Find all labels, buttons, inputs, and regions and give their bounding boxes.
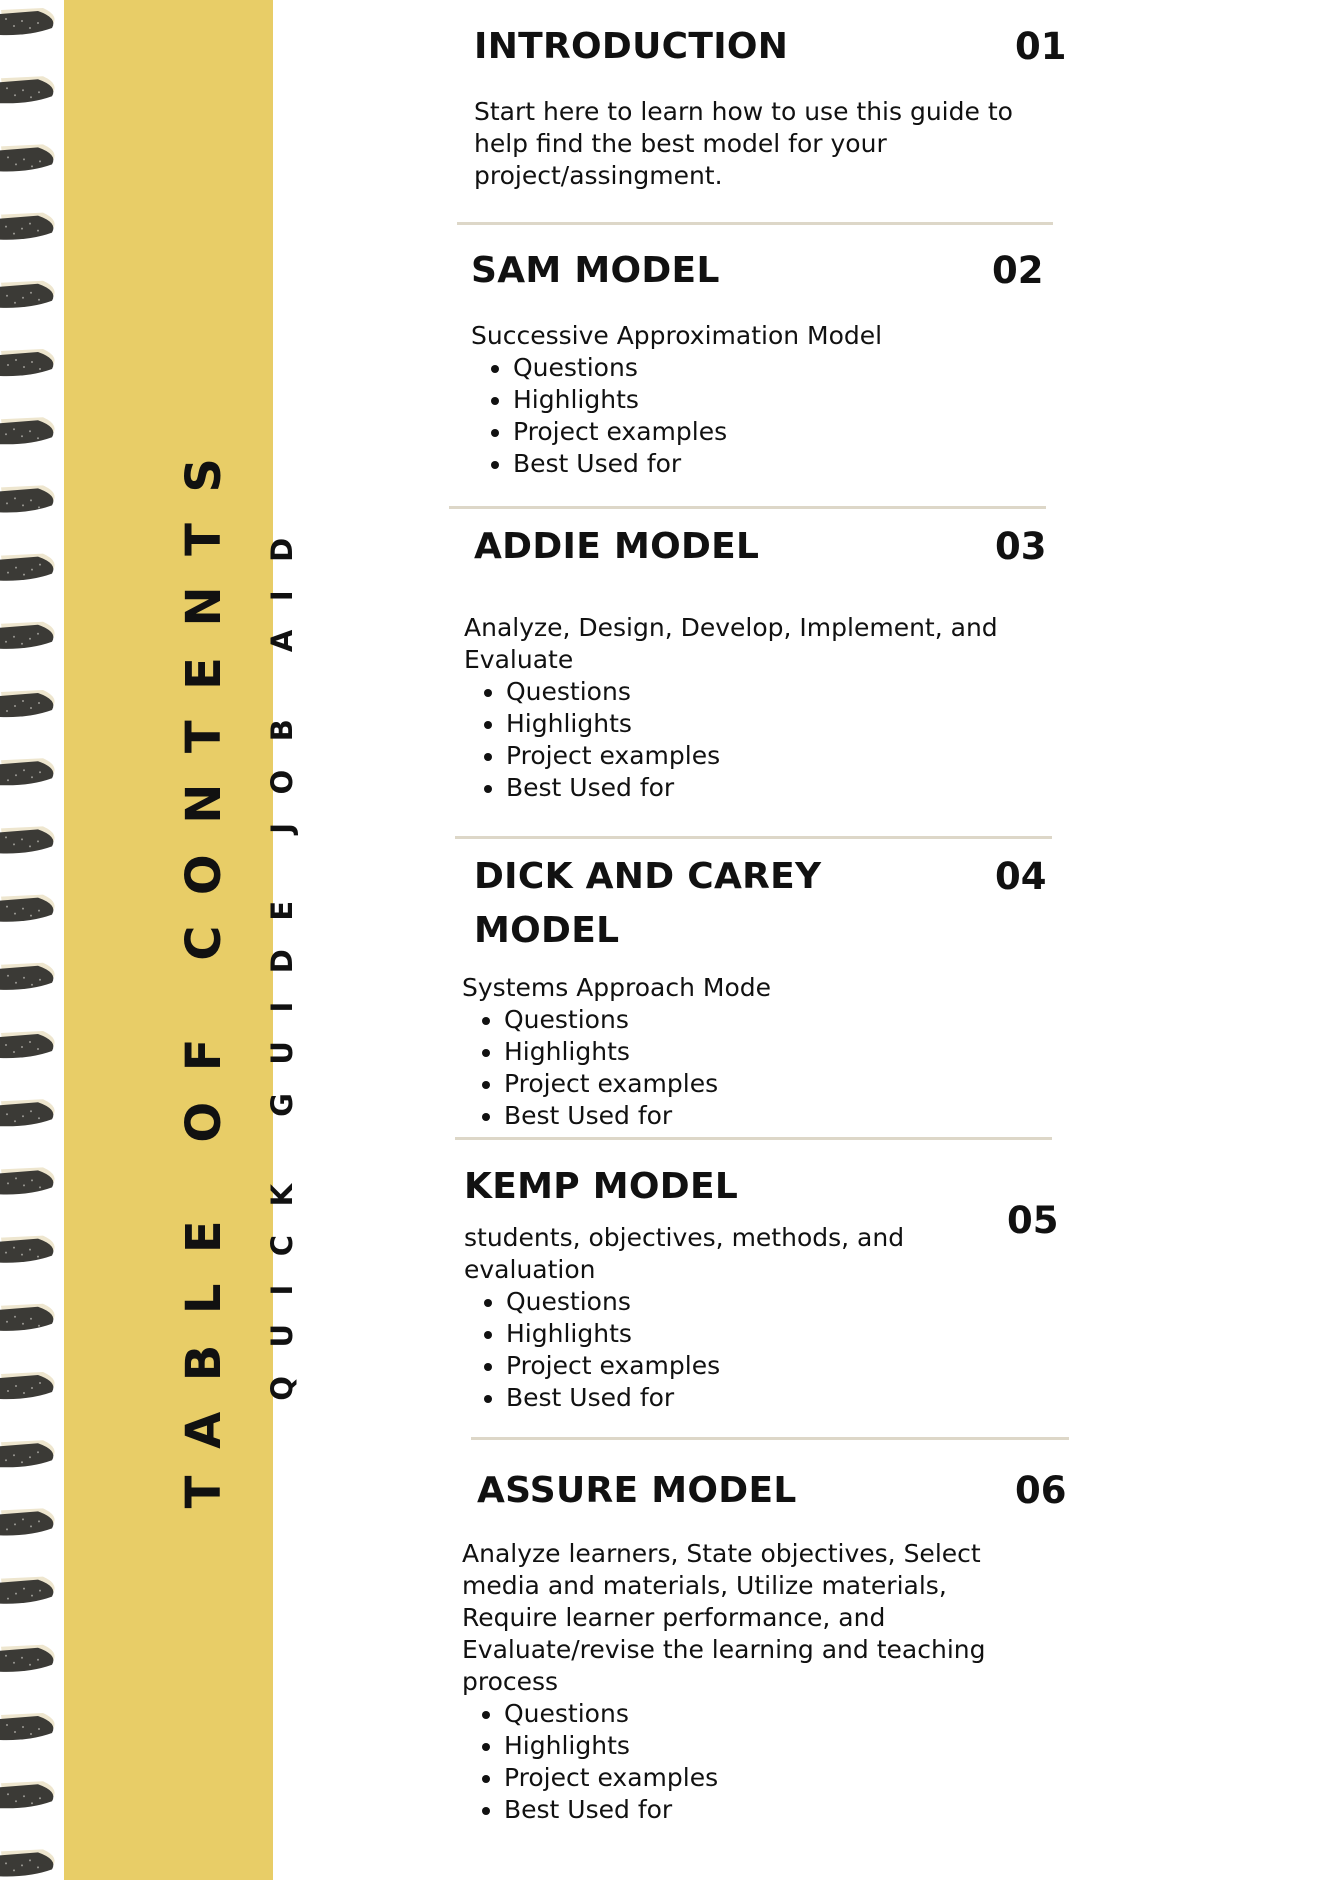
section-bullet-list: [464, 1286, 1024, 1414]
section-description: Start here to learn how to use this guide to help find the best model for your project/assingment.: [474, 97, 1013, 190]
divider: [455, 1137, 1052, 1140]
section-number: 05: [1007, 1199, 1059, 1242]
section-description: students, objectives, methods, and evaluation: [464, 1223, 905, 1284]
section-number: 04: [995, 855, 1047, 898]
section-bullet-list: [462, 1004, 1022, 1132]
list-item: • Questions: [506, 676, 1024, 708]
toc-subtitle: QUICK GUIDE JOB AID: [265, 509, 299, 1401]
spiral-loop: [0, 826, 55, 853]
list-item: • Questions: [504, 1698, 1037, 1730]
list-item: • Best Used for: [504, 1100, 1022, 1132]
spiral-loop: [0, 758, 55, 785]
list-item: • Highlights: [513, 384, 1031, 416]
list-item: • Project examples: [506, 1350, 1024, 1382]
spiral-loop: [0, 554, 55, 581]
list-item: • Highlights: [506, 708, 1024, 740]
list-item: • Questions: [513, 352, 1031, 384]
section-title: DICK AND CAREY MODEL: [474, 856, 822, 951]
section-description: Successive Approximation Model: [471, 321, 883, 350]
spiral-loop: [0, 1713, 55, 1740]
section-number: 03: [995, 525, 1047, 568]
spiral-loop: [0, 417, 55, 444]
spiral-loop: [0, 8, 55, 35]
divider: [471, 1437, 1069, 1440]
list-item: • Questions: [506, 1286, 1024, 1318]
section-description: Analyze learners, State objectives, Select media and materials, Utilize materials, Require learner performance, and Evaluate/revise the learning and teaching process: [462, 1539, 986, 1696]
section-number: 02: [992, 249, 1044, 292]
section-number: 01: [1015, 25, 1067, 68]
toc-title: TABLE OF CONTENTS: [176, 427, 232, 1509]
list-item: • Best Used for: [506, 772, 1024, 804]
spiral-loop: [0, 690, 55, 717]
spiral-loop: [0, 1781, 55, 1808]
spiral-loop: [0, 144, 55, 171]
spiral-loop: [0, 281, 55, 308]
section-title: ASSURE MODEL: [477, 1470, 797, 1511]
section-description: Analyze, Design, Develop, Implement, and Evaluate: [464, 613, 998, 674]
spiral-loop: [0, 1372, 55, 1399]
list-item: • Highlights: [506, 1318, 1024, 1350]
list-item: • Questions: [504, 1004, 1022, 1036]
spiral-loop: [0, 1304, 55, 1331]
section-description: Systems Approach Mode: [462, 973, 772, 1002]
spiral-loop: [0, 1236, 55, 1263]
spiral-loop: [0, 213, 55, 240]
section-title: SAM MODEL: [471, 250, 720, 291]
section-number: 06: [1015, 1469, 1067, 1512]
spiral-loop: [0, 1099, 55, 1126]
spiral-loop: [0, 1031, 55, 1058]
spiral-binding: [0, 0, 66, 1880]
list-item: • Project examples: [504, 1762, 1037, 1794]
divider: [449, 506, 1046, 509]
list-item: • Highlights: [504, 1036, 1022, 1068]
section-bullet-list: [471, 352, 1031, 480]
spiral-loop: [0, 1508, 55, 1535]
spiral-loop: [0, 1577, 55, 1604]
spiral-loop: [0, 963, 55, 990]
divider: [455, 836, 1052, 839]
list-item: • Project examples: [506, 740, 1024, 772]
spiral-loop: [0, 485, 55, 512]
section-bullet-list: [464, 676, 1024, 804]
spiral-loop: [0, 1645, 55, 1672]
section-title: INTRODUCTION: [474, 26, 789, 67]
divider: [457, 222, 1053, 225]
list-item: • Project examples: [513, 416, 1031, 448]
spiral-loop: [0, 1440, 55, 1467]
list-item: • Best Used for: [513, 448, 1031, 480]
spiral-loop: [0, 76, 55, 103]
list-item: • Best Used for: [504, 1794, 1037, 1826]
list-item: • Project examples: [504, 1068, 1022, 1100]
section-title: ADDIE MODEL: [474, 526, 760, 567]
section-title: KEMP MODEL: [464, 1166, 739, 1207]
spiral-loop: [0, 622, 55, 649]
list-item: • Highlights: [504, 1730, 1037, 1762]
section-bullet-list: [462, 1698, 1037, 1826]
spiral-loop: [0, 1849, 55, 1876]
sidebar: [64, 0, 299, 1880]
list-item: • Best Used for: [506, 1382, 1024, 1414]
spiral-loop: [0, 895, 55, 922]
spiral-loop: [0, 349, 55, 376]
spiral-loop: [0, 1167, 55, 1194]
